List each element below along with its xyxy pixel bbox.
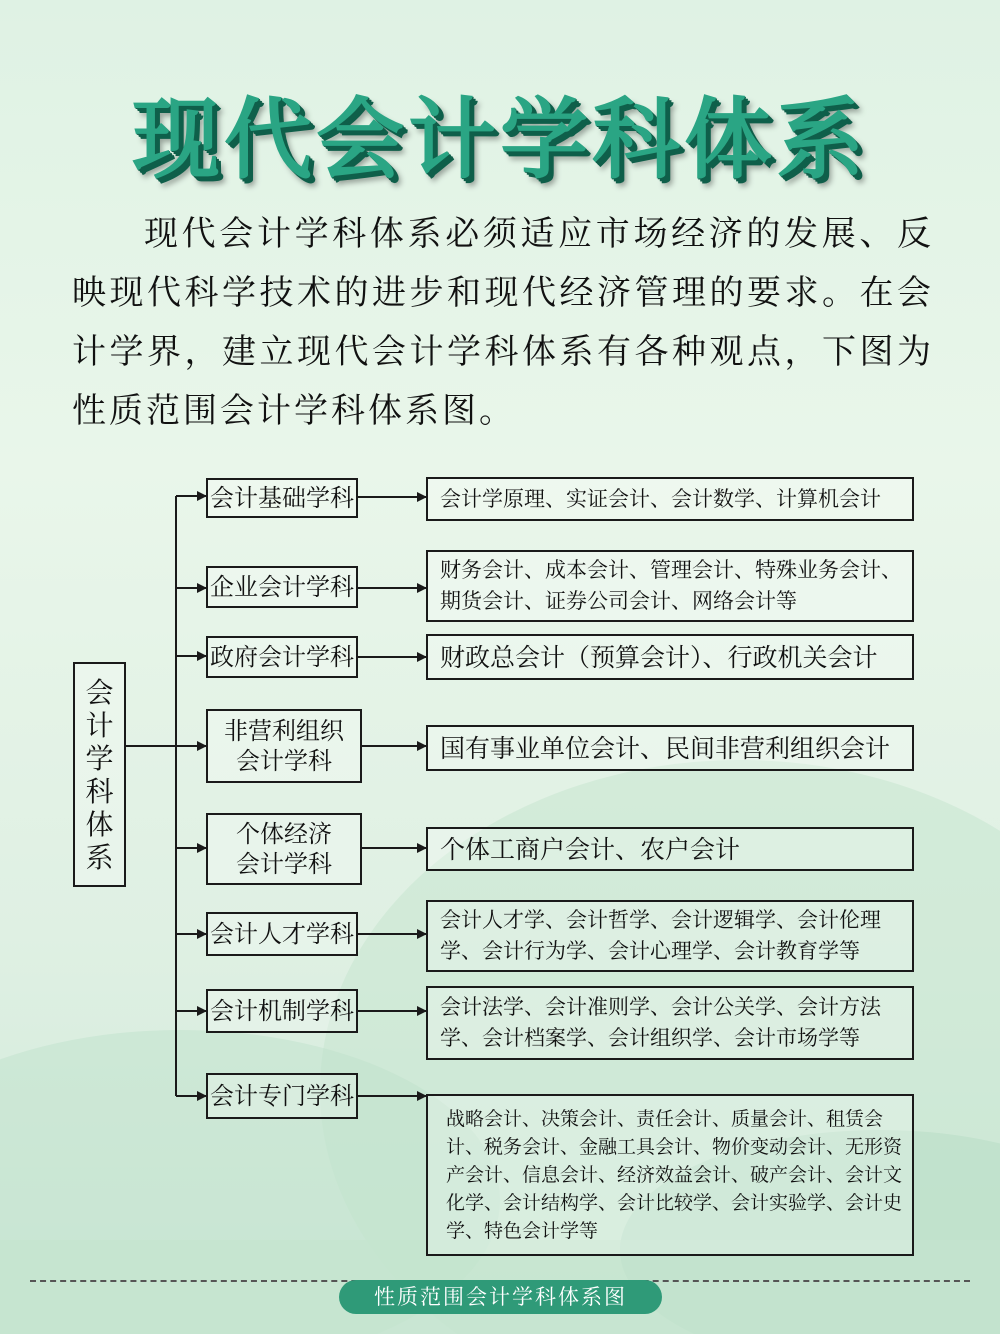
category-node-enterprise: 企业会计学科	[206, 566, 358, 608]
category-node-special: 会计专门学科	[206, 1073, 358, 1119]
detail-node-special: 战略会计、决策会计、责任会计、质量会计、租赁会计、税务会计、金融工具会计、物价变动会计、无形资产会计、信息会计、经济效益会计、破产会计、会计文化学、会计结构学、会计比较学、会计实验学、会计史学、特色会计学等	[426, 1094, 914, 1256]
root-node	[73, 662, 126, 887]
intro-paragraph: 现代会计学科体系必须适应市场经济的发展、反映现代科学技术的进步和现代经济管理的要求。在会计学界，建立现代会计学科体系有各种观点，下图为性质范围会计学科体系图。	[72, 214, 934, 431]
detail-node-individual: 个体工商户会计、农户会计	[426, 827, 914, 871]
category-node-basic: 会计基础学科	[206, 478, 358, 518]
root-char: 计	[85, 708, 114, 742]
detail-node-government: 财政总会计（预算会计）、行政机关会计	[426, 634, 914, 680]
category-node-nonprofit: 非营利组织 会计学科	[206, 709, 362, 783]
category-node-individual: 个体经济 会计学科	[206, 813, 362, 885]
root-char: 系	[85, 840, 114, 874]
category-node-talent: 会计人才学科	[206, 912, 358, 956]
detail-node-mechanism: 会计法学、会计准则学、会计公关学、会计方法学、会计档案学、会计组织学、会计市场学等	[426, 986, 914, 1060]
root-char: 学	[85, 741, 114, 775]
root-char: 体	[85, 807, 114, 841]
category-node-mechanism: 会计机制学科	[206, 989, 358, 1033]
diagram-caption: 性质范围会计学科体系图	[339, 1280, 662, 1314]
page-title: 现代会计学科体系	[131, 88, 868, 191]
category-node-government: 政府会计学科	[206, 636, 358, 678]
root-char: 会	[85, 675, 114, 709]
detail-node-basic: 会计学原理、实证会计、会计数学、计算机会计	[426, 477, 914, 521]
root-char: 科	[85, 774, 114, 808]
detail-node-nonprofit: 国有事业单位会计、民间非营利组织会计	[426, 725, 914, 771]
detail-node-enterprise: 财务会计、成本会计、管理会计、特殊业务会计、期货会计、证券公司会计、网络会计等	[426, 550, 914, 622]
detail-node-talent: 会计人才学、会计哲学、会计逻辑学、会计伦理学、会计行为学、会计心理学、会计教育学等	[426, 900, 914, 972]
